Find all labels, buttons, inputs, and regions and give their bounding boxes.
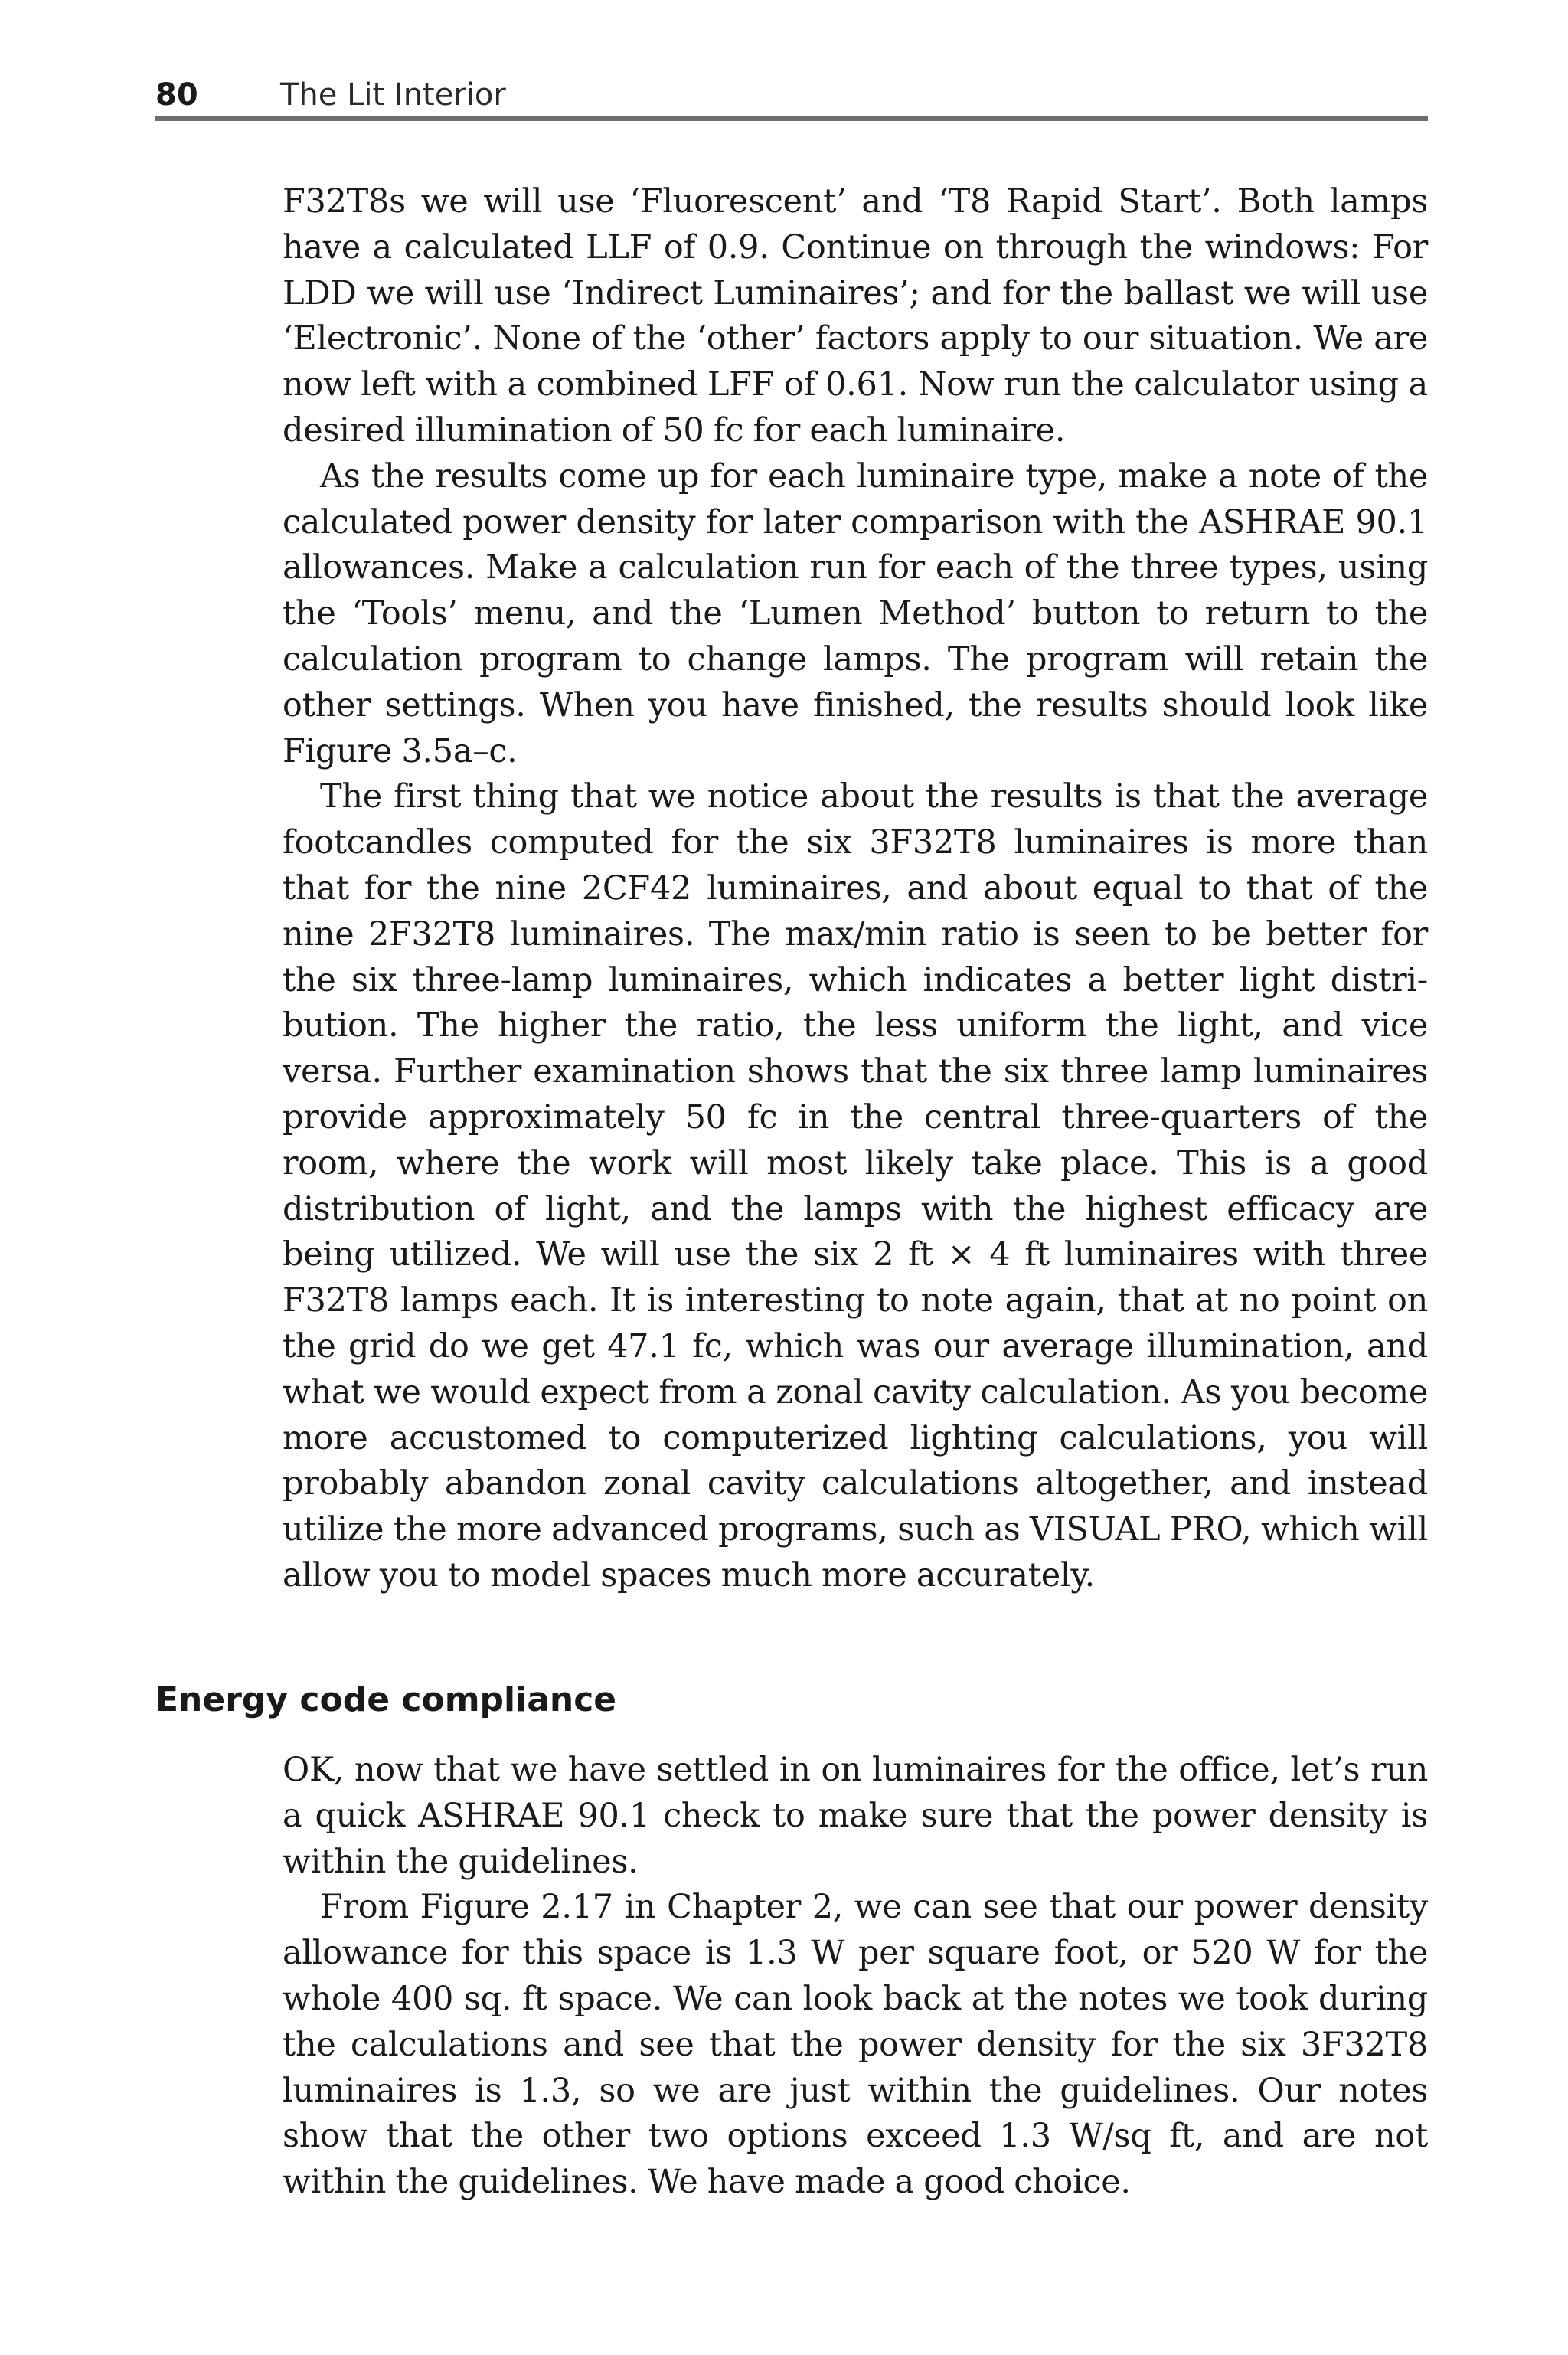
- paragraph-continued: F32T8s we will use ‘Fluorescent’ and ‘T8 Rapid Start’. Both lamps have a calculated LLF of 0.9. Continue on through the windows: For LDD we will use ‘Indirect Luminaires’; and for the ballast we will use ‘Electronic’. None of the ‘other’ factors apply to our situation. We are now left with a combined LFF of 0.61. Now run the calculator using a desired illumination of 50 fc for each luminaire.: [283, 182, 1428, 450]
- header-rule: [155, 116, 1428, 121]
- section-heading: Energy code compliance: [155, 1680, 617, 1719]
- paragraph-power-density: From Figure 2.17 in Chapter 2, we can see that our power density allowance for this space is 1.3 W per square foot, or 520 W for the whole 400 sq. ft space. We can look back at the notes we took during the calculations and see that the power density for the six 3F32T8 luminaires is 1.3, so we are just within the guidelines. Our notes show that the other two options exceed 1.3 W/sq ft, and are not within the guidelines. We have made a good choice.: [283, 1888, 1428, 2202]
- page-number: 80: [155, 77, 198, 113]
- book-title: The Lit Interior: [280, 77, 506, 113]
- running-head: [155, 74, 1428, 116]
- paragraph-results: As the results come up for each luminaire type, make a note of the calculated power density for later comparison with the ASHRAE 90.1 allowances. Make a calculation run for each of the three types, using the ‘Tools’ menu, and the ‘Lumen Method’ button to return to the calculation program to change lamps. The program will retain the other settings. When you have finished, the results should look like Figure 3.5a–c.: [283, 456, 1428, 770]
- body-text-section: [283, 1748, 1428, 2206]
- paragraph-ashrae-check: OK, now that we have settled in on luminaires for the office, let’s run a quick ASHRAE 90.1 check to make sure that the power density is within the guidelines.: [283, 1751, 1428, 1881]
- body-text-top: [283, 179, 1428, 1599]
- paragraph-analysis: The first thing that we notice about the results is that the average footcandles computed for the six 3F32T8 luminaires is more than that for the nine 2CF42 luminaires, and about equal to that of the nine 2F32T8 luminaires. The max/min ratio is seen to be better for the six three-lamp luminaires, which indicates a better light distri- bution. The higher the ratio, the less uniform the light, and vice versa. Further examination shows that the six three lamp luminaires provide approximately 50 fc in the central three-quarters of the room, where the work will most likely take place. This is a good distribution of light, and the lamps with the highest efficacy are being utilized. We will use the six 2 ft × 4 ft luminaires with three F32T8 lamps each. It is interesting to note again, that at no point on the grid do we get 47.1 fc, which was our average illumination, and what we would expect from a zonal cavity calculation. As you become more accustomed to computerized lighting calculations, you will probably abandon zonal cavity calculations altogether, and instead utilize the more advanced programs, such as VISUAL PRO, which will allow you to model spaces much more accurately.: [283, 777, 1428, 1595]
